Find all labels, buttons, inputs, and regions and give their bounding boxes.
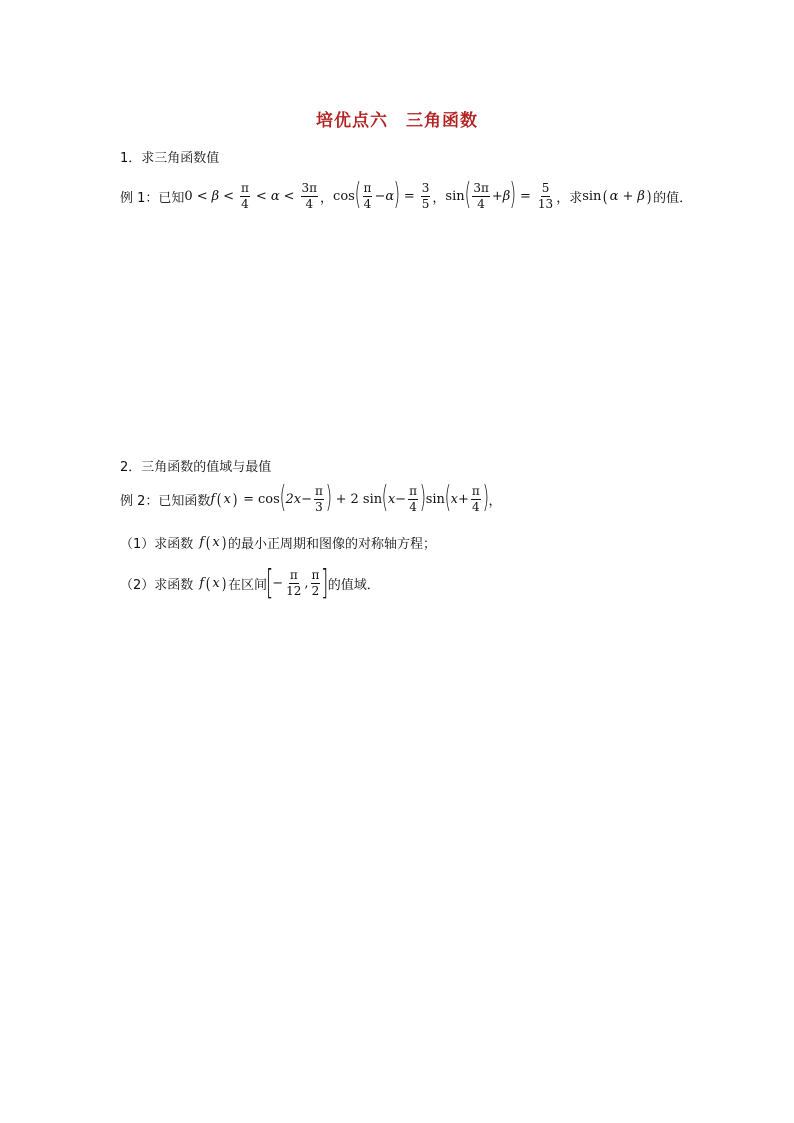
question-2 [120,563,380,603]
example-2-prefix: 例 2：已知函数 [120,493,211,509]
section-2-heading-text: 2．三角函数的值域与最值 [120,460,272,475]
fraction-3pi-over-4: $\frac{3\pi}{4}$ [301,180,318,211]
question-1 [120,533,436,552]
example-2: 例 2：已知函数 f ( x ) = cos ( 2x − $\frac{\pi}{3}$ ) + 2 sin ( x − $\frac{\pi}{4}$ ) sin ( x + $\frac{\pi}{4}$ ) ， [120,480,502,515]
question-1-function: f ( x ) [199,533,227,552]
example-1-prefix: 例 1：已知 [120,190,185,206]
section-1-heading [120,147,219,166]
example-1-target: sin ( α + β ) [582,186,652,206]
section-2-heading [120,456,271,475]
question-2-interval: [ − $\frac{\pi}{12}$ , $\frac{\pi}{2}$ ] [265,563,329,603]
example-1-sin-condition: sin ( $\frac{3\pi}{4}$ + β ) = $\frac{5}{13}$ [445,177,554,212]
question-2-middle: 在区间 [227,577,267,593]
example-1: 例 1：已知 0 < β < $\frac{\pi}{4}$ < α < $\frac{3\pi}{4}$ ， cos ( $\frac{\pi}{4}$ − α ) = $\frac{3}{5}$ ， sin ( $\frac{3\pi}{4}$ + β ) = $\frac{5}{13}$ ，求 sin ( α + β ) 的值． [120,177,693,212]
fraction-pi-over-4: $\frac{\pi}{4}$ [241,180,249,211]
question-2-suffix: 的值域． [327,577,380,593]
page-title: 培优点六 三角函数 [316,111,478,131]
section-1-heading-text: 1．求三角函数值 [120,151,220,166]
example-1-cos-condition: cos ( $\frac{\pi}{4}$ − α ) = $\frac{3}{5}$ [333,177,430,212]
question-1-suffix: 的最小正周期和图像的对称轴方程； [227,537,436,552]
question-2-prefix: （2）求函数 [120,577,194,593]
example-2-function: f ( x ) = cos ( 2x − $\frac{\pi}{3}$ ) + 2 sin ( x − $\frac{\pi}{4}$ ) sin ( x + $\frac{\pi}{4}$ ) [210,480,489,515]
question-1-prefix: （1）求函数 [120,537,194,552]
question-2-function: f ( x ) [199,573,227,593]
example-1-inequality: 0 < β < $\frac{\pi}{4}$ < α < $\frac{3\pi}{4}$ [184,180,318,211]
